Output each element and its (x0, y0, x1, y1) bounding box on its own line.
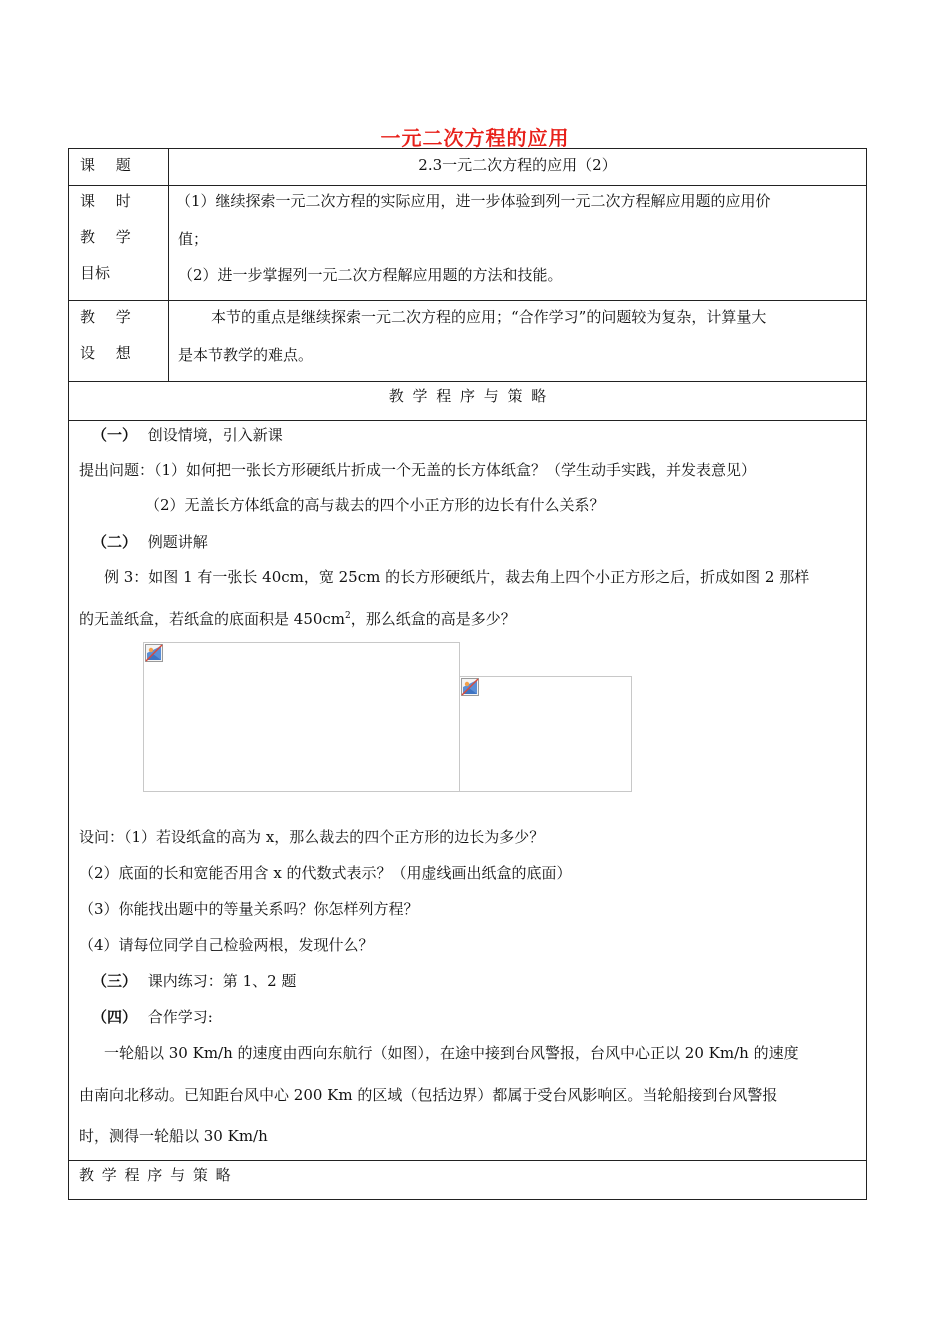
question-line: 提出问题：（1）如何把一张长方形硬纸片折成一个无盖的长方体纸盒？（学生动手实践，并发表意见） (79, 461, 757, 479)
design-line: 是本节教学的难点。 (178, 346, 314, 364)
design-label-1: 教 学 (80, 308, 139, 326)
goals-label-3: 目标 (80, 264, 111, 282)
topic-value: 2.3一元二次方程的应用（2） (418, 156, 617, 174)
goals-label-1: 课 时 (80, 192, 139, 210)
cooperative-line: 由南向北移动。已知距台风中心 200 Km 的区域（包括边界）都属于受台风影响区。当轮船接到台风警报 (79, 1086, 778, 1104)
table-rule (68, 1160, 867, 1161)
example-line (79, 612, 516, 627)
section-number: （一） (92, 426, 138, 444)
table-rule (68, 420, 867, 421)
table-rule (68, 185, 867, 186)
section-number: （二） (92, 533, 138, 551)
cooperative-line: 时，测得一轮船以 30 Km/h (79, 1127, 268, 1145)
table-column-divider (168, 148, 169, 382)
figure-1-image (143, 642, 460, 792)
question-line: （2）无盖长方体纸盒的高与裁去的四个小正方形的边长有什么关系？ (145, 496, 605, 514)
goals-line: 值； (178, 230, 209, 248)
document-title: 一元二次方程的应用 (380, 126, 570, 150)
section-title: 例题讲解 (147, 533, 208, 551)
figure-2-image (459, 676, 632, 792)
section-1-heading (92, 428, 283, 443)
example-text: ，那么纸盒的高是多少？ (350, 610, 516, 628)
topic-label: 课 题 (80, 156, 139, 174)
section-header: 教 学 程 序 与 策 略 (388, 387, 547, 405)
guided-question: （2）底面的长和宽能否用含 x 的代数式表示？（用虚线画出纸盒的底面） (79, 864, 572, 882)
section-2-heading (92, 535, 208, 550)
guided-question: 设问：（1）若设纸盒的高为 x，那么裁去的四个正方形的边长为多少？ (79, 828, 545, 846)
broken-image-icon (461, 678, 479, 696)
section-title: 课内练习：第 1、2 题 (147, 972, 297, 990)
section-4-heading (92, 1010, 213, 1025)
section-3-heading (92, 974, 296, 989)
guided-question: （3）你能找出题中的等量关系吗？你怎样列方程？ (79, 900, 419, 918)
design-label-2: 设 想 (80, 344, 139, 362)
guided-question: （4）请每位同学自己检验两根，发现什么？ (79, 936, 374, 954)
section-title: 创设情境，引入新课 (147, 426, 283, 444)
goals-label-2: 教 学 (80, 228, 139, 246)
superscript: 2 (345, 611, 351, 621)
footer-section-header: 教 学 程 序 与 策 略 (79, 1166, 231, 1184)
cooperative-line: 一轮船以 30 Km/h 的速度由西向东航行（如图），在途中接到台风警报，台风中心正以 20 Km/h 的速度 (104, 1044, 799, 1062)
table-rule (68, 381, 867, 382)
example-text: 的无盖纸盒，若纸盒的底面积是 450cm (79, 610, 346, 628)
section-number: （三） (92, 972, 138, 990)
section-title: 合作学习: (147, 1008, 213, 1026)
section-number: （四） (92, 1008, 138, 1026)
goals-line: （2）进一步掌握列一元二次方程解应用题的方法和技能。 (178, 266, 563, 284)
goals-line: （1）继续探索一元二次方程的实际应用，进一步体验到列一元二次方程解应用题的应用价 (176, 192, 771, 210)
table-rule (68, 300, 867, 301)
design-line: 本节的重点是继续探索一元二次方程的应用；“合作学习”的问题较为复杂，计算量大 (211, 308, 767, 326)
example-line: 例 3：如图 1 有一张长 40cm，宽 25cm 的长方形硬纸片，裁去角上四个小正方形之后，折成如图 2 那样 (104, 568, 810, 586)
broken-image-icon (145, 644, 163, 662)
